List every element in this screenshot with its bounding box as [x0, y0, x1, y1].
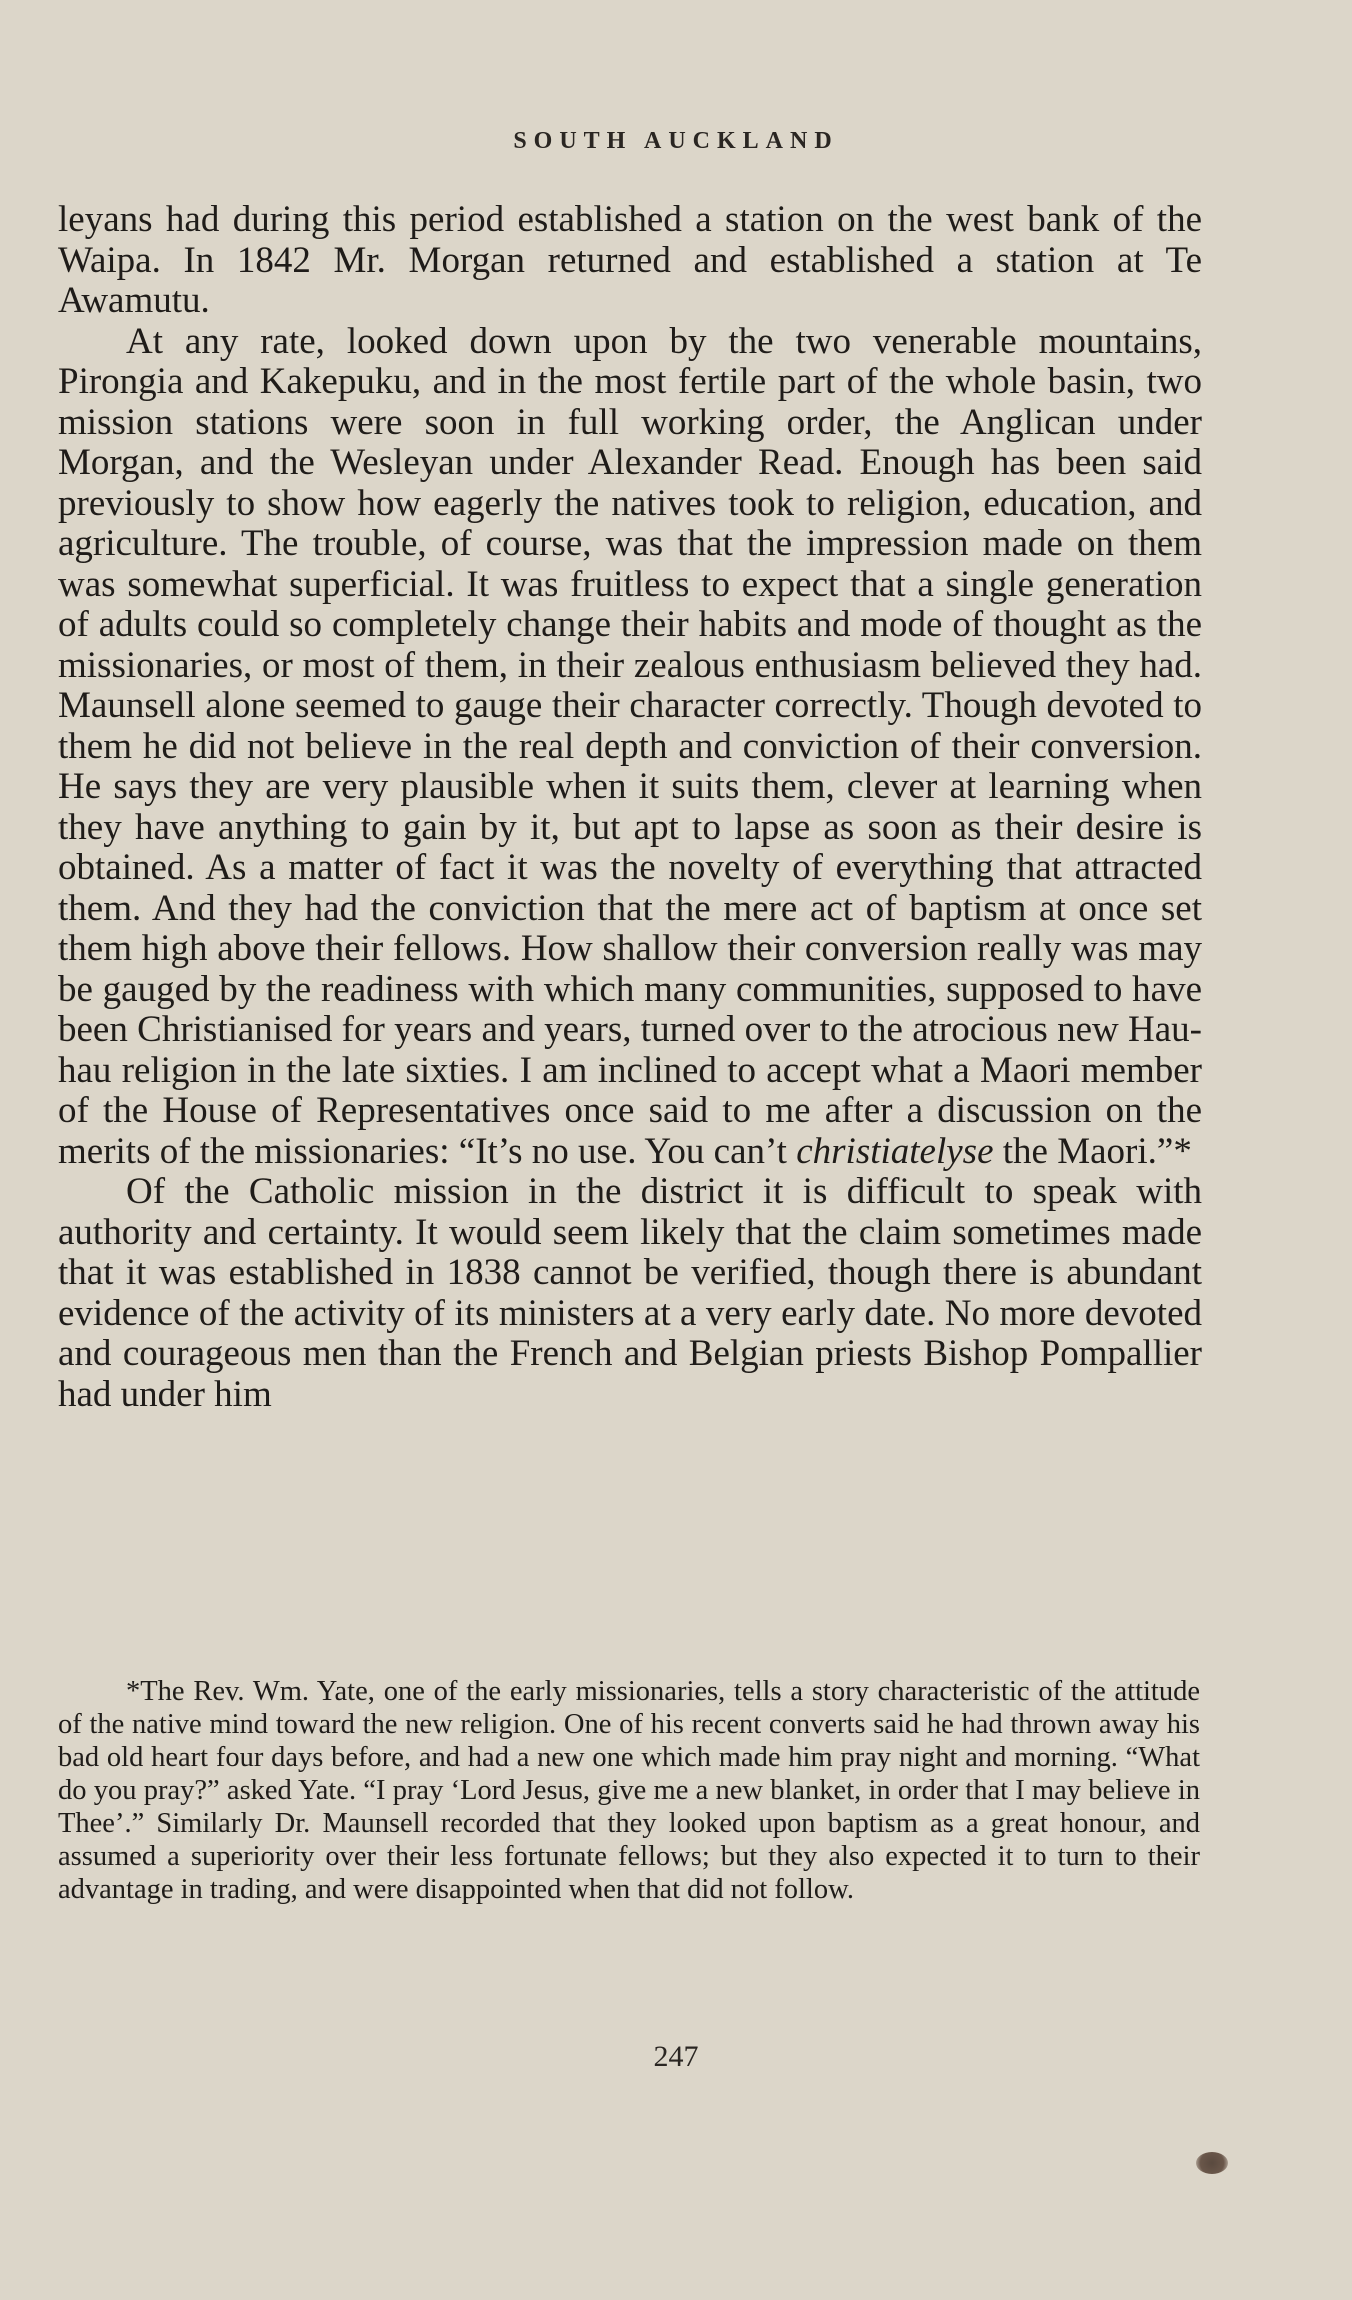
- paragraph-2-end: the Maori.”*: [993, 1130, 1192, 1172]
- paragraph-1: leyans had during this period established a station on the west bank of the Waipa. In 1842 Mr. Morgan returned and established a station at Te Awamutu.: [58, 199, 1202, 321]
- paragraph-2: [58, 322, 1202, 1173]
- paragraph-2-italic-word: christiatelyse: [796, 1130, 994, 1172]
- paragraph-2-main: At any rate, looked down upon by the two venerable mountains, Pirongia and Kakepuku, and in the most fertile part of the whole basin, two mission stations were soon in full working order, the Anglican under Morgan, and the Wesleyan under Alexander Read. Enough has been said previously to show how eagerly the natives took to religion, education, and agriculture. The trouble, of course, was that the impression made on them was somewhat superficial. It was fruitless to expect that a single generation of adults could so completely change their habits and mode of thought as the missionaries, or most of them, in their zealous enthusiasm believed they had. Maunsell alone seemed to gauge their character correctly. Though devoted to them he did not believe in the real depth and conviction of their conversion. He says they are very plausible when it suits them, clever at learning when they have anything to gain by it, but apt to lapse as soon as their desire is obtained. As a matter of fact it was the novelty of everything that attracted them. And they had the conviction that the mere act of baptism at once set them high above their fellows. How shallow their conversion really was may be gauged by the readiness with which many communities, supposed to have been Christianised for years and years, turned over to the atrocious new Hau-hau religion in the late sixties. I am inclined to accept what a Maori member of the House of Representatives once said to me after a discussion on the merits of the missionaries: “It’s no use. You can’t: [58, 320, 1202, 1172]
- paragraph-3: Of the Catholic mission in the district it is difficult to speak with authority and certainty. It would seem likely that the claim sometimes made that it was established in 1838 cannot be verified, though there is abundant evidence of the activity of its ministers at a very early date. No more devoted and courageous men than the French and Belgian priests Bishop Pompallier had under him: [58, 1171, 1202, 1415]
- body-text: [58, 200, 1202, 1415]
- running-head: SOUTH AUCKLAND: [513, 128, 839, 154]
- ink-spot: [1196, 2152, 1228, 2174]
- footnote-text: *The Rev. Wm. Yate, one of the early missionaries, tells a story characteristic of the attitude of the native mind toward the new religion. One of his recent converts said he had thrown away his bad old heart four days before, and had a new one which made him pray night and morning. “What do you pray?” asked Yate. “I pray ‘Lord Jesus, give me a new blanket, in order that I may believe in Thee’.” Similarly Dr. Maunsell recorded that they looked upon baptism as a great honour, and assumed a superiority over their less fortunate fellows; but they also expected it to turn to their advantage in trading, and were disappointed when that did not follow.: [58, 1676, 1200, 1905]
- footnote: [58, 1675, 1200, 1906]
- page-number: 247: [653, 2040, 699, 2073]
